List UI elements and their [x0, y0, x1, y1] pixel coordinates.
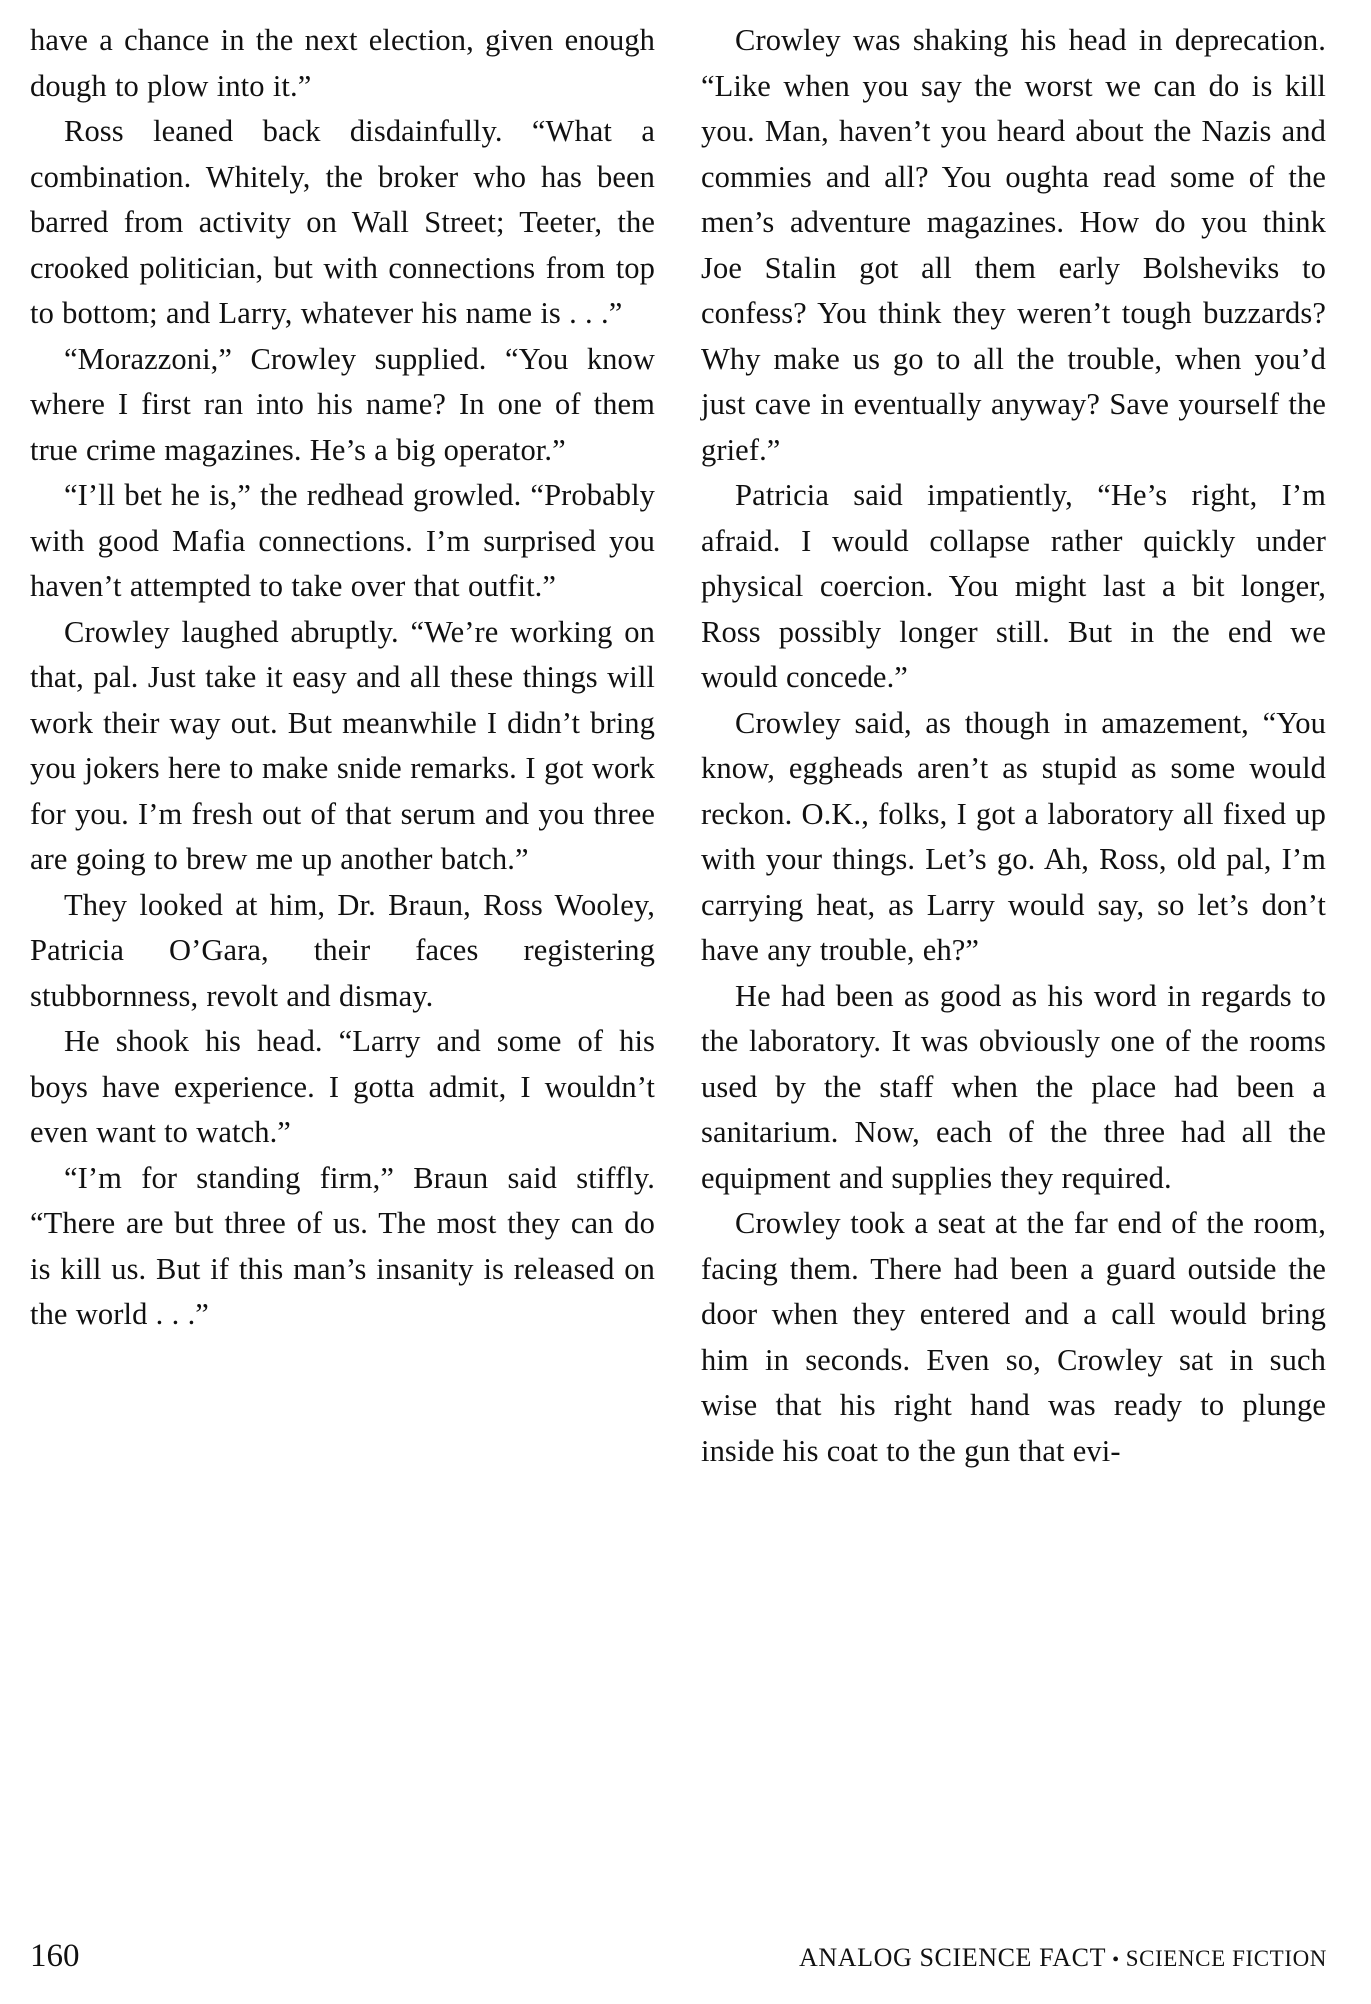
paragraph: “I’ll bet he is,” the redhead growled. “Probably with good Mafia connections. I’m surprised you haven’t attempted to take over that outfit.”: [30, 478, 655, 603]
paragraph: He shook his head. “Larry and some of his boys have experience. I gotta admit, I wouldn’t even want to watch.”: [30, 1024, 655, 1149]
running-head-main: ANALOG SCIENCE FACT: [799, 1943, 1107, 1972]
page-number: 160: [30, 1938, 80, 1974]
paragraph: “I’m for standing firm,” Braun said stiffly. “There are but three of us. The most they can do is kill us. But if this man’s insanity is released on the world . . .”: [30, 1160, 655, 1331]
page-footer: [30, 1936, 1327, 1980]
paragraph: “Morazzoni,” Crowley supplied. “You know where I first ran into his name? In one of them true crime magazines. He’s a big operator.”: [30, 341, 655, 467]
paragraph: Crowley was shaking his head in deprecation. “Like when you say the worst we can do is kill you. Man, haven’t you heard about the Nazis and commies and all? You oughta read some of the men’s adventure magazines. How do you think Joe Stalin got all them early Bolsheviks to confess? You think they weren’t tough buzzards? Why make us go to all the trouble, when you’d just cave in eventually anyway? Save yourself the grief.”: [701, 23, 1326, 467]
paragraph: have a chance in the next election, given enough dough to plow into it.”: [30, 23, 655, 103]
paragraph: They looked at him, Dr. Braun, Ross Wooley, Patricia O’Gara, their faces registering stubbornness, revolt and dismay.: [30, 887, 655, 1013]
paragraph: Crowley laughed abruptly. “We’re working on that, pal. Just take it easy and all these things will work their way out. But meanwhile I didn’t bring you jokers here to make snide remarks. I got work for you. I’m fresh out of that serum and you three are going to brew me up another batch.”: [30, 614, 655, 876]
running-head: [799, 1943, 1327, 1973]
bullet-separator-icon: •: [1112, 1948, 1120, 1971]
left-text-column: [30, 18, 655, 1338]
paragraph: Crowley said, as though in amazement, “You know, eggheads aren’t as stupid as some would reckon. O.K., folks, I got a laboratory all fixed up with your things. Let’s go. Ah, Ross, old pal, I’m carrying heat, as Larry would say, so let’s don’t have any trouble, eh?”: [701, 705, 1326, 967]
two-column-text-body: [30, 18, 1327, 1474]
running-head-sub: SCIENCE FICTION: [1125, 1946, 1327, 1971]
paragraph: Ross leaned back disdainfully. “What a combination. Whitely, the broker who has been barred from activity on Wall Street; Teeter, the crooked politician, but with connections from top to bottom; and Larry, whatever his name is . . .”: [30, 114, 655, 330]
paragraph: Crowley took a seat at the far end of the room, facing them. There had been a guard outside the door when they entered and a call would bring him in seconds. Even so, Crowley sat in such wise that his right hand was ready to plunge inside his coat to the gun that evi-: [701, 1206, 1326, 1468]
paragraph: He had been as good as his word in regards to the laboratory. It was obviously one of the rooms used by the staff when the place had been a sanitarium. Now, each of the three had all the equipment and supplies they required.: [701, 978, 1326, 1195]
right-text-column: [701, 18, 1326, 1474]
paragraph: Patricia said impatiently, “He’s right, I’m afraid. I would collapse rather quickly under physical coercion. You might last a bit longer, Ross possibly longer still. But in the end we would concede.”: [701, 478, 1326, 694]
